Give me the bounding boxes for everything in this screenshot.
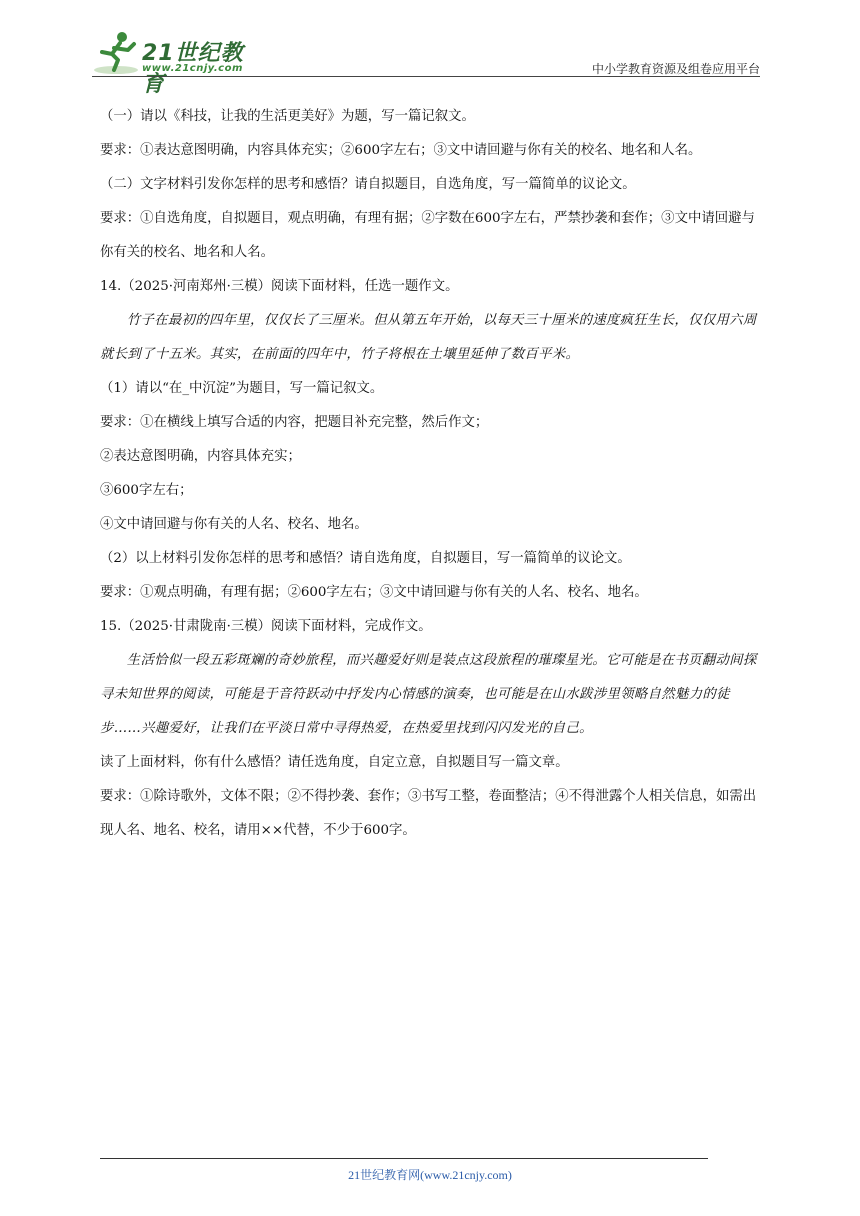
- header-divider: [92, 76, 760, 77]
- question-heading: 15.（2025·甘肃陇南·三模）阅读下面材料，完成作文。: [100, 619, 432, 634]
- paragraph: ②表达意图明确，内容具体充实；: [100, 449, 301, 464]
- running-figure-icon: [92, 30, 140, 76]
- paragraph: 要求：①观点明确，有理有据；②600字左右；③文中请回避与你有关的人名、校名、地名。: [100, 585, 648, 600]
- logo: [92, 30, 262, 97]
- logo-url: www.21cnjy.com: [142, 63, 243, 74]
- question-heading: 14.（2025·河南郑州·三模）阅读下面材料，任选一题作文。: [100, 279, 459, 294]
- document-body: [100, 100, 760, 848]
- paragraph: ④文中请回避与你有关的人名、校名、地名。: [100, 517, 368, 532]
- page-header: [92, 30, 760, 97]
- paragraph: 读了上面材料，你有什么感悟？请任选角度，自定立意，自拟题目写一篇文章。: [100, 755, 569, 770]
- material-quote: 竹子在最初的四年里，仅仅长了三厘米。但从第五年开始，以每天三十厘米的速度疯狂生长，仅仅用六周就长到了十五米。其实，在前面的四年中，竹子将根在土壤里延伸了数百平米。: [100, 313, 757, 362]
- footer-divider: [100, 1158, 708, 1159]
- paragraph: （二）文字材料引发你怎样的思考和感悟？请自拟题目，自选角度，写一篇简单的议论文。: [100, 177, 636, 192]
- material-quote: 生活恰似一段五彩斑斓的奇妙旅程，而兴趣爱好则是装点这段旅程的璀璨星光。它可能是在书页翻动间探寻未知世界的阅读，可能是于音符跃动中抒发内心情感的演奏，也可能是在山水跋涉里领略自然魅力的徒步……兴趣爱好，让我们在平淡日常中寻得热爱，在热爱里找到闪闪发光的自己。: [100, 653, 757, 736]
- paragraph: ③600字左右；: [100, 483, 193, 498]
- paragraph: 要求：①自选角度，自拟题目，观点明确，有理有据；②字数在600字左右，严禁抄袭和套作；③文中请回避与你有关的校名、地名和人名。: [100, 211, 755, 260]
- platform-name: 中小学教育资源及组卷应用平台: [591, 62, 760, 76]
- paragraph: 要求：①表达意图明确，内容具体充实；②600字左右；③文中请回避与你有关的校名、地名和人名。: [100, 143, 702, 158]
- paragraph: 要求：①在横线上填写合适的内容，把题目补充完整，然后作文；: [100, 415, 489, 430]
- paragraph: 要求：①除诗歌外，文体不限；②不得抄袭、套作；③书写工整，卷面整洁；④不得泄露个人相关信息，如需出现人名、地名、校名，请用××代替，不少于600字。: [100, 789, 757, 838]
- paragraph: （1）请以“在_中沉淀”为题目，写一篇记叙文。: [100, 381, 384, 396]
- paragraph: （2）以上材料引发你怎样的思考和感悟？请自选角度，自拟题目，写一篇简单的议论文。: [100, 551, 631, 566]
- logo-text: 21世纪教育: [142, 41, 244, 97]
- page-footer: 21世纪教育网(www.21cnjy.com): [348, 1168, 512, 1182]
- paragraph: （一）请以《科技，让我的生活更美好》为题，写一篇记叙文。: [100, 109, 475, 124]
